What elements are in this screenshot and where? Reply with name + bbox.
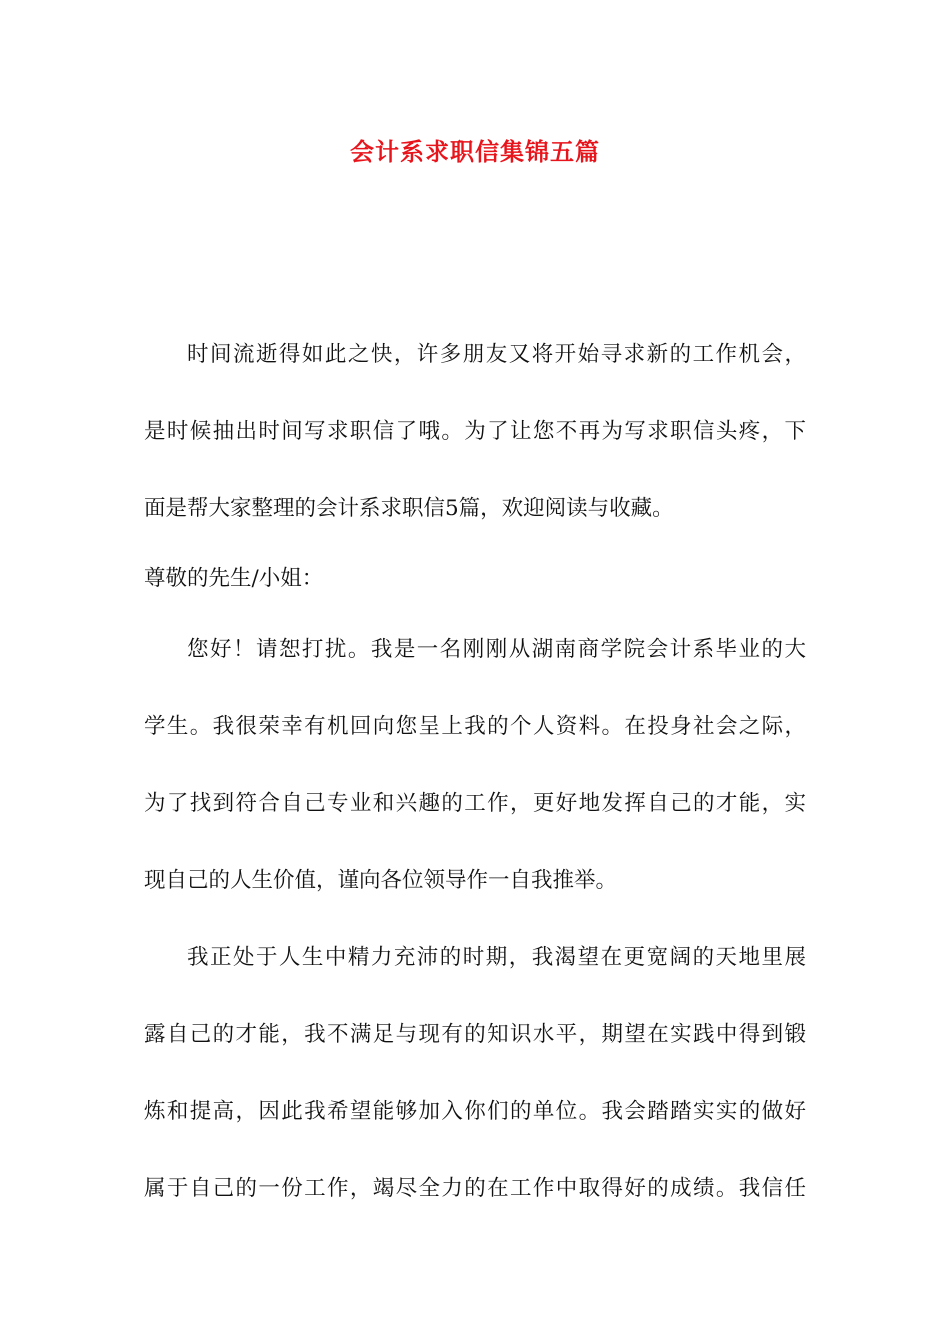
paragraph1-line-2: 学生。我很荣幸有机回向您呈上我的个人资料。在投身社会之际， [144,714,806,739]
document-title: 会计系求职信集锦五篇 [350,137,600,166]
document-body [144,316,806,1227]
paragraph1-line-4: 现自己的人生价值，谨向各位领导作一自我推举。 [144,868,618,893]
paragraph1-line-1: 您好！请恕打扰。我是一名刚刚从湖南商学院会计系毕业的大 [187,637,806,662]
intro-line-2: 是时候抽出时间写求职信了哦。为了让您不再为写求职信头疼，下 [144,419,806,444]
paragraph1-line-3: 为了找到符合自己专业和兴趣的工作，更好地发挥自己的才能，实 [144,791,806,816]
paragraph2-line-2: 露自己的才能，我不满足与现有的知识水平，期望在实践中得到锻 [144,1022,806,1047]
paragraph2-line-3: 炼和提高，因此我希望能够加入你们的单位。我会踏踏实实的做好 [144,1099,806,1124]
intro-line-3: 面是帮大家整理的会计系求职信5篇，欢迎阅读与收藏。 [144,496,674,521]
paragraph2-line-1: 我正处于人生中精力充沛的时期，我渴望在更宽阔的天地里展 [187,945,806,970]
intro-line-1: 时间流逝得如此之快，许多朋友又将开始寻求新的工作机会， [187,342,806,367]
paragraph2-line-4: 属于自己的一份工作，竭尽全力的在工作中取得好的成绩。我信任 [144,1176,806,1201]
salutation: 尊敬的先生/小姐： [144,566,324,591]
